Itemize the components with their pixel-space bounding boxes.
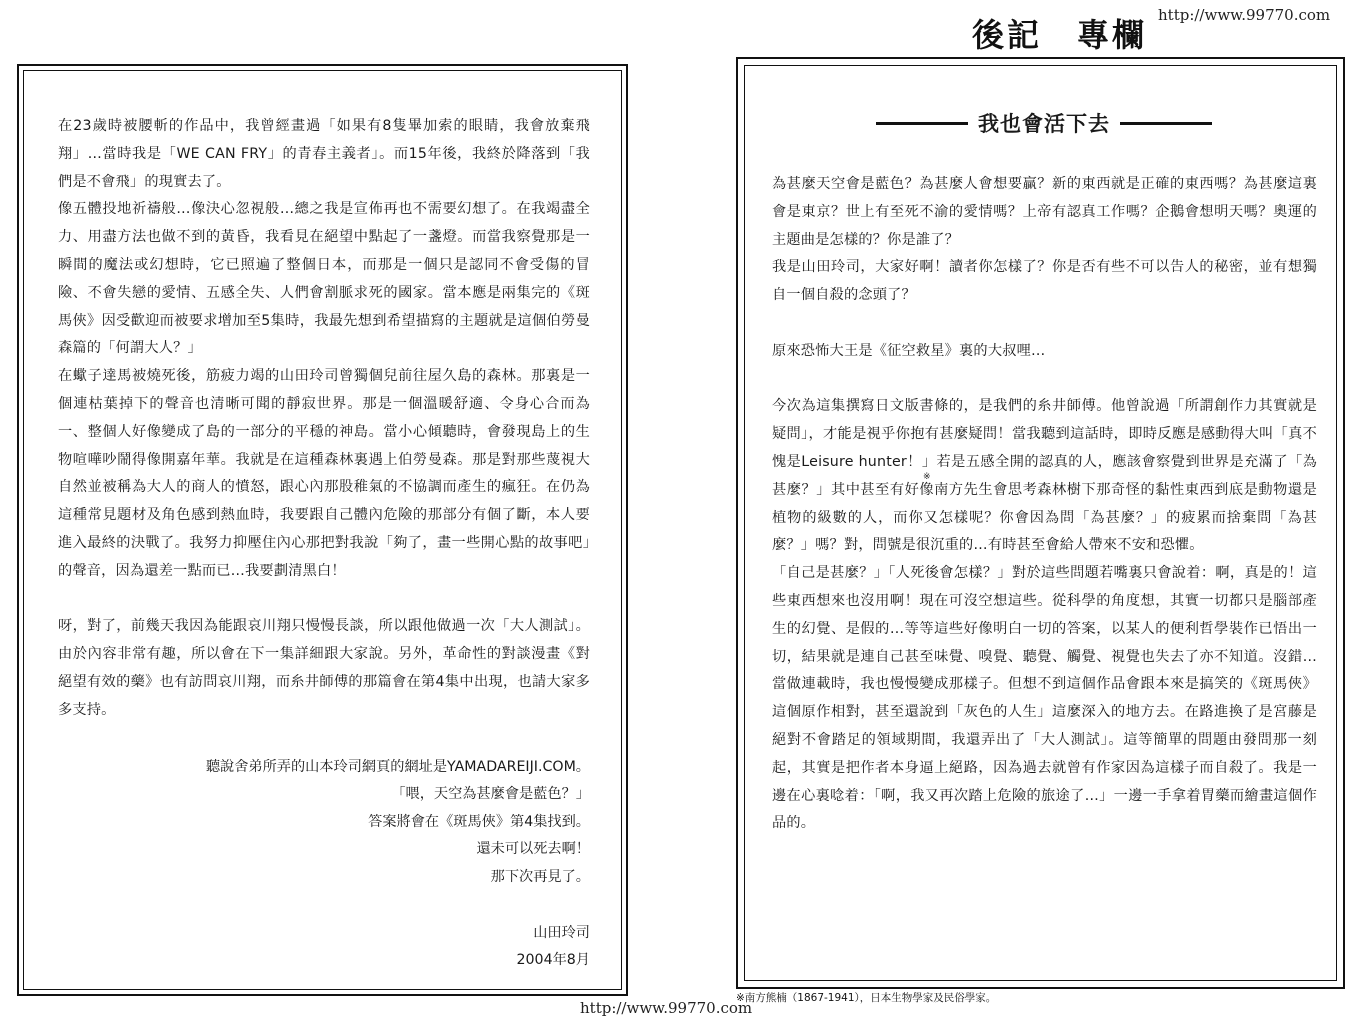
watermark-top: http://www.99770.com xyxy=(1158,6,1331,24)
right-page-body xyxy=(772,171,1317,838)
right-paragraph: 為甚麼天空會是藍色？為甚麼人會想要贏？新的東西就是正確的東西嗎？為甚麼這裏會是東京？世上有至死不渝的愛情嗎？上帝有認真工作嗎？企鵝會想明天嗎？奧運的主題曲是怎樣的？你是誰了？ xyxy=(772,176,1317,248)
signature-block xyxy=(58,920,590,975)
left-paragraph: 像五體投地祈禱般…像決心忽視般…總之我是宣佈再也不需要幻想了。在我竭盡全力、用盡方法也做不到的黃昏，我看見在絕望中點起了一盞燈。而當我察覺那是一瞬間的魔法或幻想時，它已照遍了整個日本，而那是一個只是認同不會受傷的冒險、不會失戀的愛情、五感全失、人們會割脈求死的國家。當本應是兩集完的《斑馬俠》因受歡迎而被要求增加至5集時，我最先想到希望描寫的主題就是這個伯勞曼森篇的「何謂大人？」 xyxy=(58,201,590,357)
author-date: 2004年8月 xyxy=(516,952,590,969)
paragraph-gap xyxy=(772,310,1317,338)
closing-line: 那下次再見了。 xyxy=(490,868,590,885)
right-paragraph: 「自己是甚麼？」「人死後會怎樣？」對於這些問題若嘴裏只會說着：啊，真是的！這些東西想來也沒用啊！現在可沒空想這些。從科學的角度想，其實一切都只是腦部產生的幻覺、是假的…等等這些好像明白一切的答案，以某人的便利哲學裝作已悟出一切，結果就是連自己甚至味覺、嗅覺、聽覺、觸覺、視覺也失去了亦不知道。沒錯…當做連載時，我也慢慢變成那樣子。但想不到這個作品會跟本來是搞笑的《斑馬俠》這個原作相對，甚至還說到「灰色的人生」這麼深入的地方去。在路進換了是宮藤是絕對不會踏足的領域期間，我還弄出了「大人測試」。這等簡單的問題由發問那一刻起，其實是把作者本身逼上絕路，因為過去就曾有作家因為這樣子而自殺了。我是一邊在心裏唸着：「啊，我又再次踏上危險的旅途了…」一邊一手拿着胃藥而繪畫這個作品的。 xyxy=(772,565,1317,832)
paragraph-gap xyxy=(772,366,1317,394)
paragraph-gap xyxy=(58,586,590,614)
left-paragraph: 呀，對了，前幾天我因為能跟哀川翔只慢慢長談，所以跟他做過一次「大人測試」。由於內容非常有趣，所以會在下一集詳細跟大家說。另外，革命性的對談漫畫《對絕望有效的藥》也有訪問哀川翔，而糸井師傅的那篇會在第4集中出現，也請大家多多支持。 xyxy=(58,618,590,718)
right-paragraph: 原來恐怖大王是《征空救星》裏的大叔哩… xyxy=(772,342,1046,359)
closing-line: 聽說舍弟所弄的山本玲司網頁的網址是YAMADAREIJI.COM。 xyxy=(205,759,590,775)
left-paragraph: 在23歲時被腰斬的作品中，我曾經畫過「如果有8隻畢加索的眼睛，我會放棄飛翔」…當時我是「WE CAN FRY」的青春主義者」。而15年後，我終於降落到「我們是不會飛」的現實去了。 xyxy=(58,118,590,190)
heading-rule-left xyxy=(876,122,968,125)
watermark-bottom: http://www.99770.com xyxy=(580,999,753,1017)
heading-rule-right xyxy=(1120,122,1212,125)
closing-line: 答案將會在《斑馬俠》第4集找到。 xyxy=(368,813,590,830)
section-heading-text: 我也會活下去 xyxy=(978,112,1110,136)
section-heading xyxy=(876,108,1212,138)
closing-line: 「喂，天空為甚麼會是藍色？」 xyxy=(391,786,590,803)
left-paragraph: 在蠍子達馬被燒死後，筋疲力竭的山田玲司曾獨個兒前往屋久島的森林。那裏是一個連枯葉掉下的聲音也清晰可聞的靜寂世界。那是一個溫暖舒適、令身心合而為一、整個人好像變成了島的一部分的平穩的神島。當小心傾聽時，會發現島上的生物喧嘩吵鬧得像開嘉年華。我就是在這種森林裏遇上伯勞曼森。那是對那些蔑視大自然並被稱為大人的商人的憤怒，跟心內那股稚氣的不協調而產生的瘋狂。在仍為這種常見題材及角色感到熱血時，我要跟自己體內危險的那部分有個了斷，本人要進入最終的決戰了。我努力抑壓住內心那把對我說「夠了，畫一些開心點的故事吧」的聲音，因為還差一點而已…我要劃清黑白！ xyxy=(58,368,590,579)
right-paragraph: 我是山田玲司，大家好啊！讀者你怎樣了？你是否有些不可以告人的秘密，並有想獨自一個自殺的念頭了？ xyxy=(772,259,1317,304)
page-title: 後記 專欄 xyxy=(972,16,1148,54)
footnote: ※南方熊楠（1867-1941），日本生物學家及民俗學家。 xyxy=(736,992,997,1004)
footnote-reference-mark: ※ xyxy=(923,472,931,482)
left-page-body xyxy=(58,113,590,725)
right-paragraph: 今次為這集撰寫日文版書條的，是我們的糸井師傅。他曾說過「所謂創作力其實就是疑問」，才能是視乎你抱有甚麼疑問！當我聽到這話時，即時反應是感動得大叫「真不愧是Leisure hunter！」若是五感全開的認真的人，應該會察覺到世界是充滿了「為甚麼？」其中甚至有好像南方先生會思考森林樹下那奇怪的黏性東西到底是動物還是植物的級數的人，而你又怎樣呢？你會因為問「為甚麼？」的疲累而捨棄問「為甚麼？」嗎？對，問號是很沉重的…有時甚至會給人帶來不安和恐懼。 xyxy=(772,398,1317,554)
closing-lines xyxy=(58,754,590,891)
closing-line: 還未可以死去啊！ xyxy=(476,841,590,858)
author-name: 山田玲司 xyxy=(533,925,590,941)
